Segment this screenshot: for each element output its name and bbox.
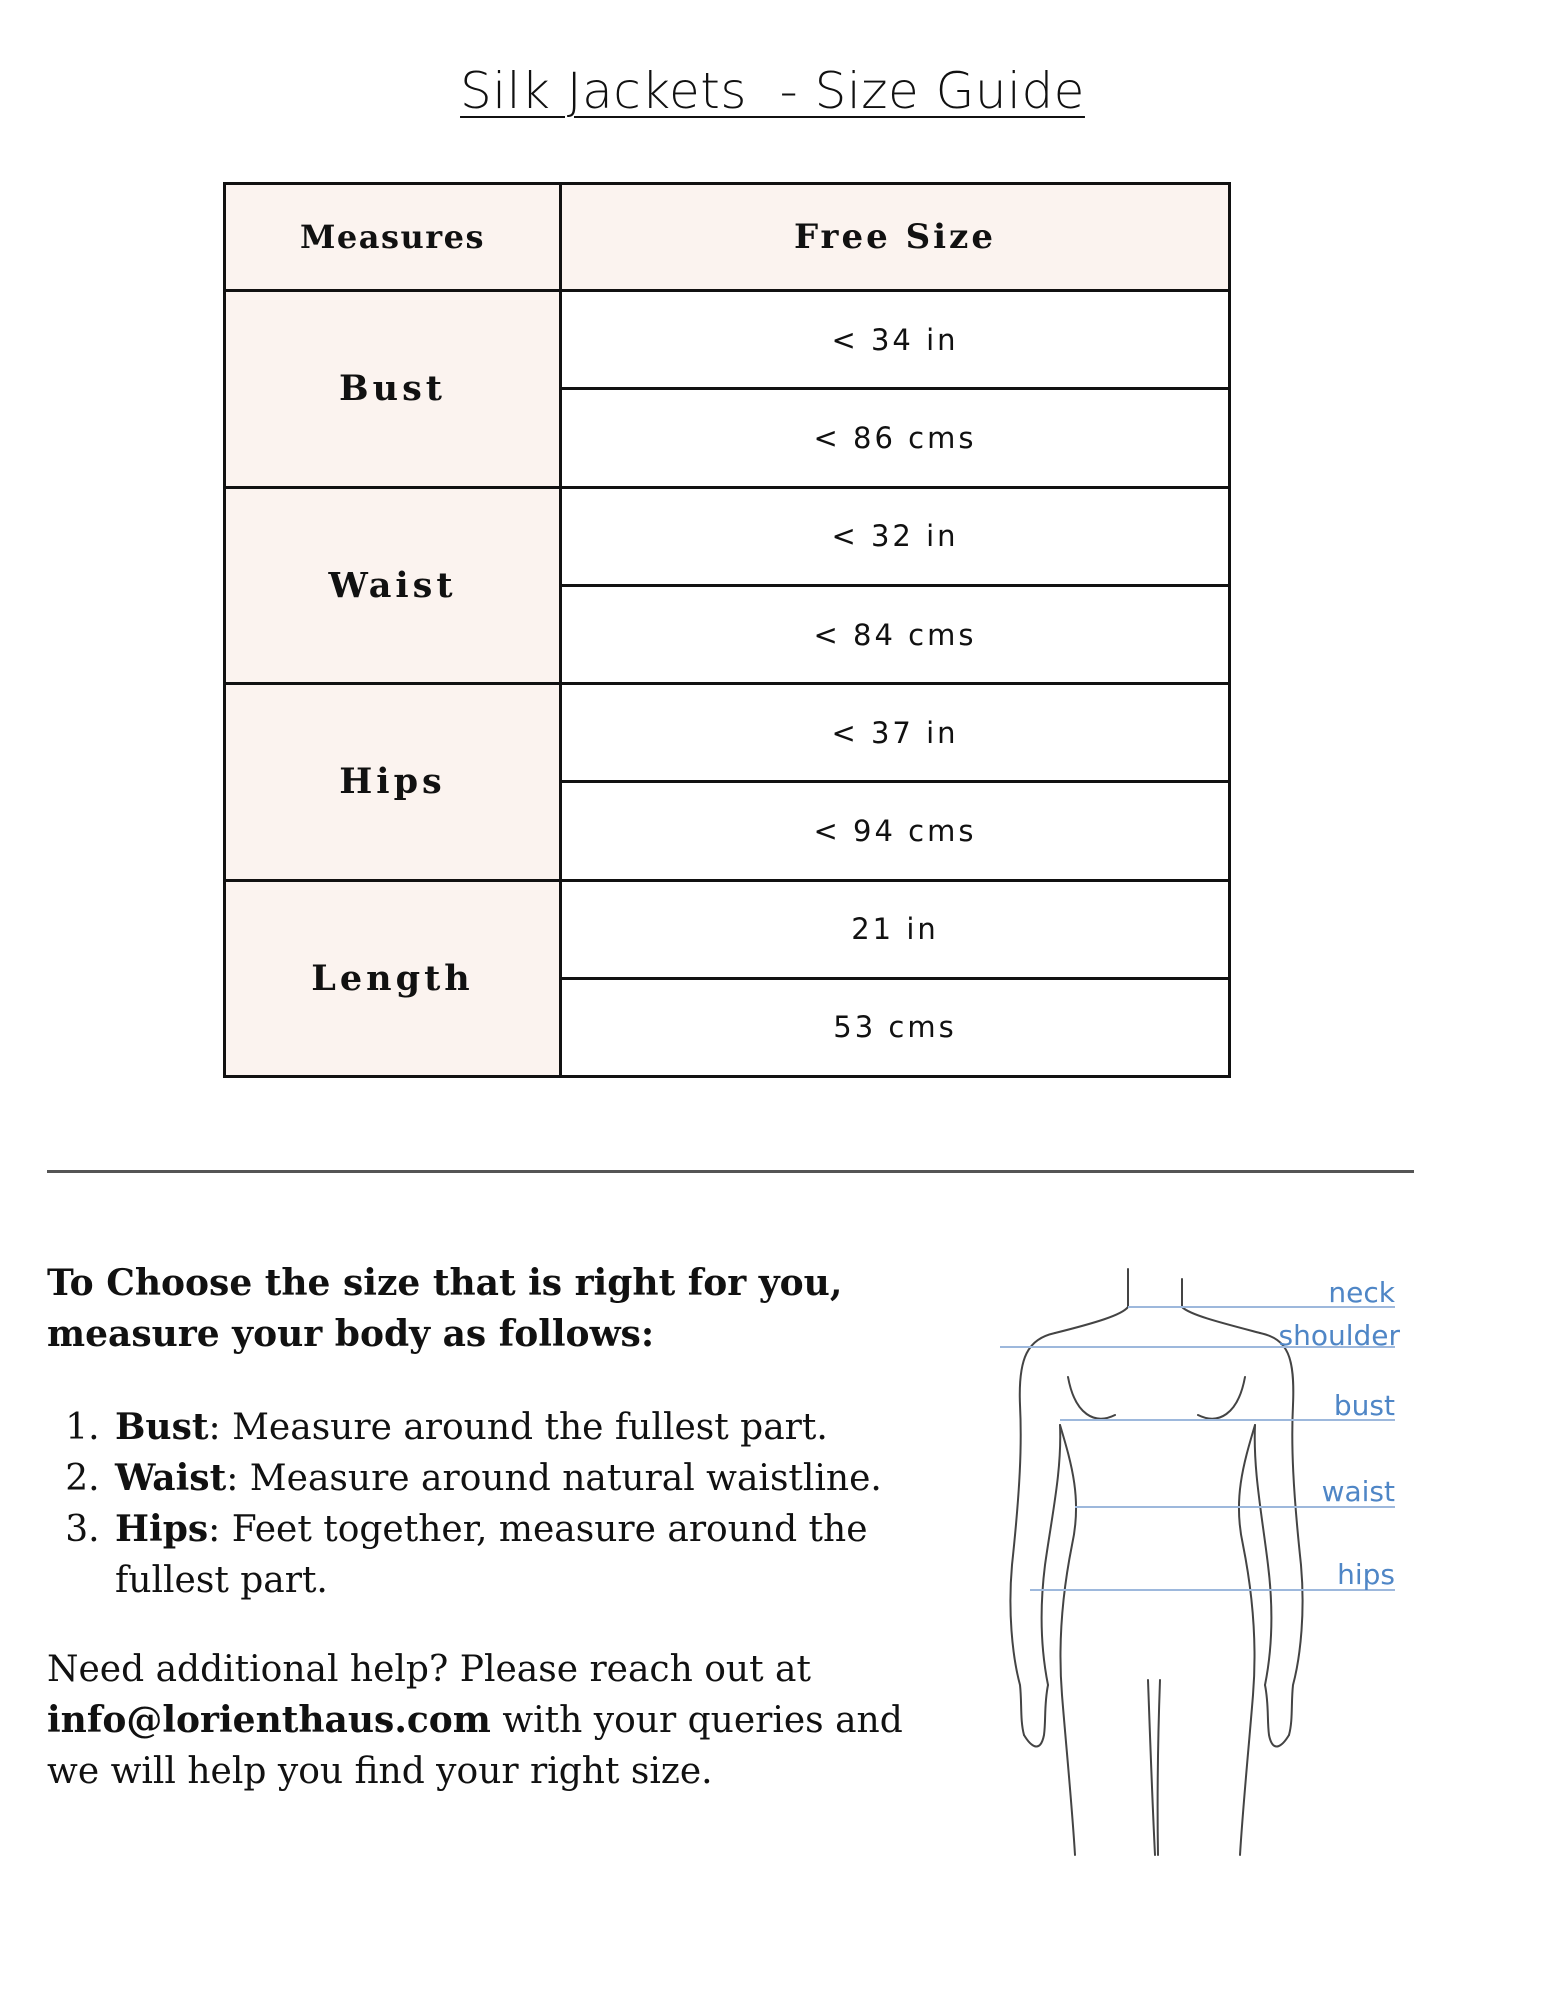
table-row — [225, 487, 1230, 585]
value-length-in: 21 in — [561, 880, 1230, 978]
value-bust-cm: < 86 cms — [561, 389, 1230, 487]
measure-length: Length — [225, 880, 561, 1076]
step-term: Bust — [115, 1406, 209, 1448]
value-length-cm: 53 cms — [561, 978, 1230, 1076]
size-table — [223, 182, 1231, 1078]
section-divider — [47, 1170, 1414, 1173]
table-header-row — [225, 184, 1230, 291]
value-waist-cm: < 84 cms — [561, 585, 1230, 683]
label-shoulder: shoulder — [1278, 1319, 1400, 1352]
label-waist: waist — [1321, 1475, 1395, 1508]
value-bust-in: < 34 in — [561, 291, 1230, 389]
help-prefix: Need additional help? Please reach out at — [47, 1649, 811, 1690]
label-neck: neck — [1328, 1276, 1395, 1309]
measure-bust: Bust — [225, 291, 561, 487]
body-outline — [1010, 1269, 1302, 1855]
step-text: : Measure around the fullest part. — [208, 1407, 828, 1448]
help-text — [47, 1644, 927, 1797]
instructions-lead: To Choose the size that is right for you, measure your body as follows: — [47, 1262, 843, 1355]
contact-email[interactable]: info@lorienthaus.com — [47, 1699, 491, 1741]
value-waist-in: < 32 in — [561, 487, 1230, 585]
list-item — [111, 1402, 927, 1453]
header-free-size: Free Size — [561, 184, 1230, 291]
table-row — [225, 880, 1230, 978]
measure-waist: Waist — [225, 487, 561, 683]
page-title: Silk Jackets - Size Guide — [460, 62, 1085, 120]
body-measurement-figure — [1000, 1265, 1430, 1865]
list-item — [111, 1504, 927, 1606]
steps-list — [47, 1402, 927, 1606]
header-measures: Measures — [225, 184, 561, 291]
table-row — [225, 684, 1230, 782]
step-term: Waist — [115, 1457, 227, 1499]
value-hips-in: < 37 in — [561, 684, 1230, 782]
measuring-instructions — [47, 1258, 927, 1797]
list-item — [111, 1453, 927, 1504]
step-text: : Feet together, measure around the fullest part. — [115, 1509, 868, 1601]
value-hips-cm: < 94 cms — [561, 782, 1230, 880]
step-text: : Measure around natural waistline. — [226, 1458, 882, 1499]
label-bust: bust — [1333, 1389, 1395, 1422]
measure-hips: Hips — [225, 684, 561, 880]
table-row — [225, 291, 1230, 389]
body-outline-illustration — [1000, 1265, 1430, 1865]
help-suffix: with your queries and we will help you find your right size. — [47, 1700, 903, 1792]
label-hips: hips — [1337, 1558, 1395, 1591]
step-term: Hips — [115, 1508, 209, 1550]
